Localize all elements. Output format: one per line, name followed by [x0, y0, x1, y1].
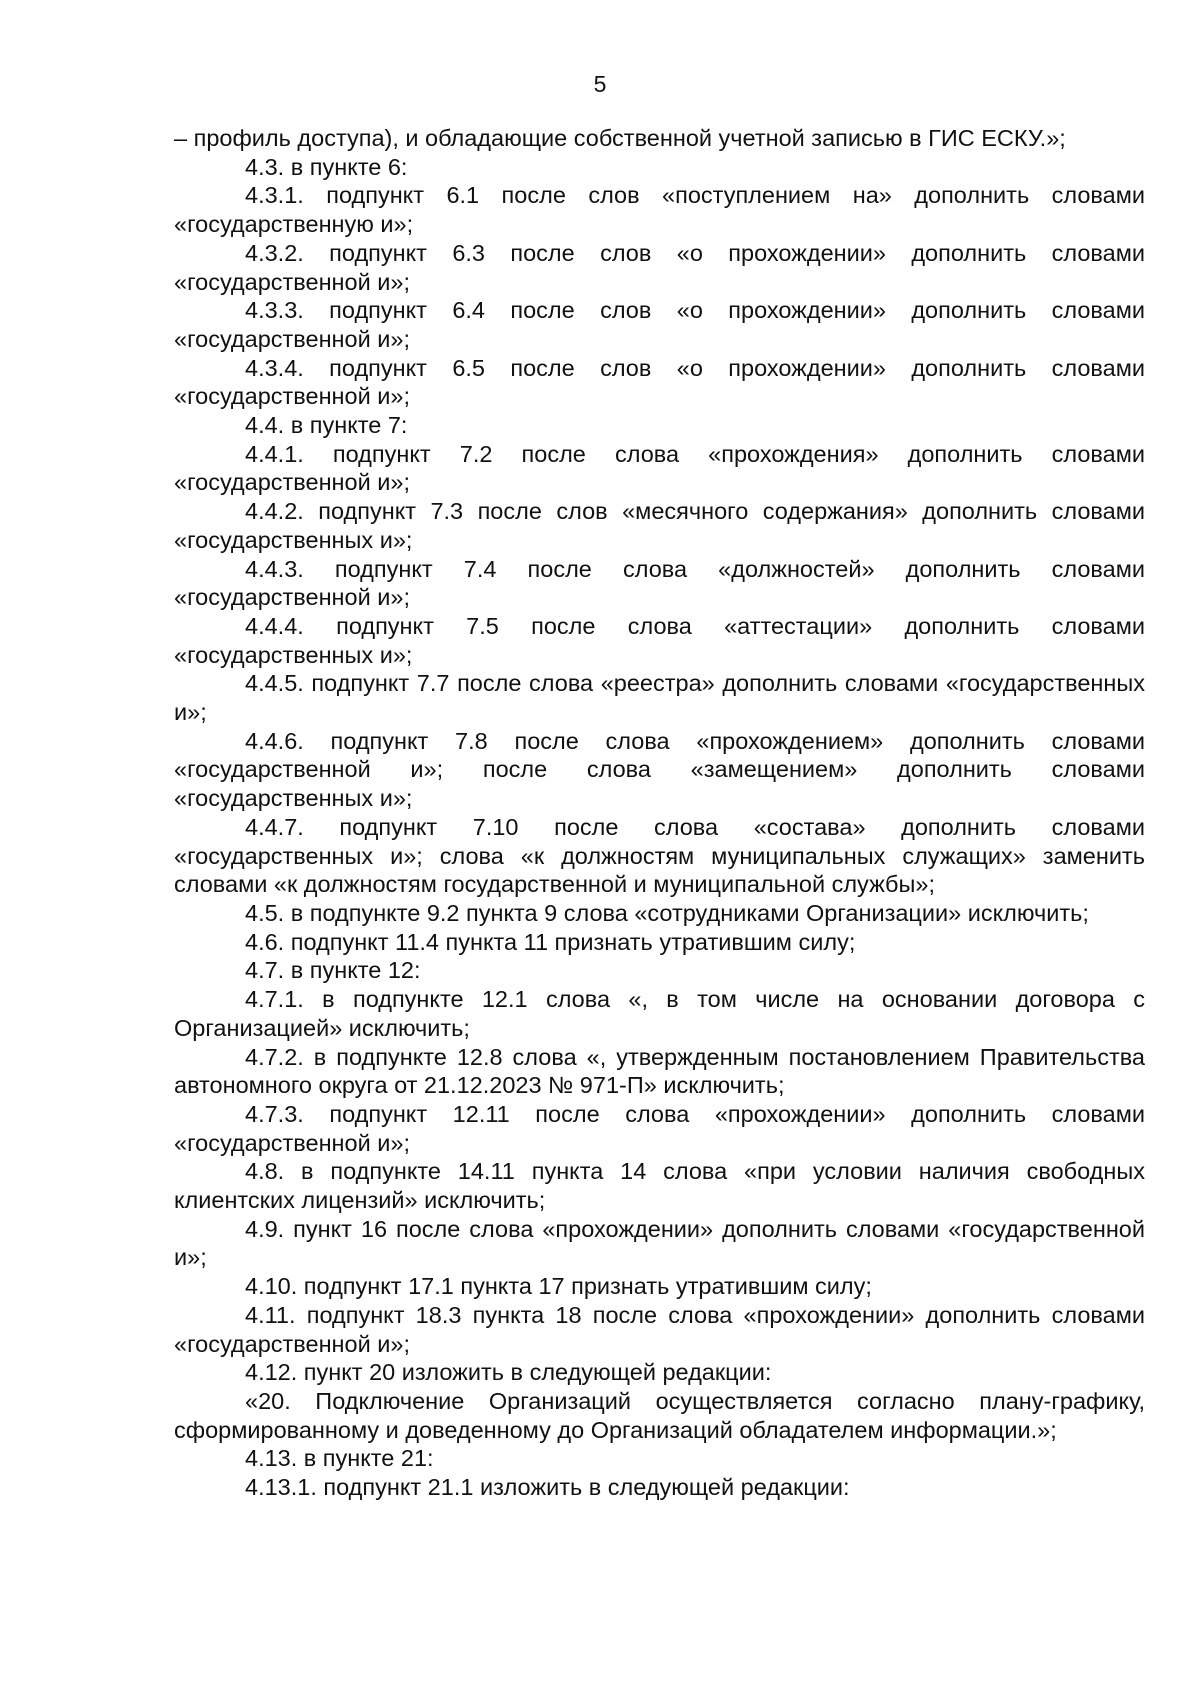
paragraph-4-7-2: 4.7.2. в подпункте 12.8 слова «, утвержденным постановлением Правительства автономного округа от 21.12.2023 № 971-П» исключить;: [174, 1043, 1145, 1099]
paragraph-4-4-7: 4.4.7. подпункт 7.10 после слова «состава» дополнить словами «государственных и»; слова «к должностям муниципальных служащих» заменить словами «к должностям государственной и муниципальной службы»;: [174, 813, 1145, 898]
paragraph-continuation: – профиль доступа), и обладающие собственной учетной записью в ГИС ЕСКУ.»;: [174, 125, 1066, 151]
paragraph-4-3: 4.3. в пункте 6:: [245, 153, 408, 180]
paragraph-4-4-2: 4.4.2. подпункт 7.3 после слов «месячного содержания» дополнить словами «государственных и»;: [174, 498, 1145, 553]
paragraph-4-4-1: 4.4.1. подпункт 7.2 после слова «прохождения» дополнить словами «государственной и»;: [174, 440, 1145, 496]
paragraph-4-13: 4.13. в пункте 21:: [245, 1445, 434, 1472]
page-number: 5: [593, 71, 607, 97]
paragraph-4-10: 4.10. подпункт 17.1 пункта 17 признать утратившим силу;: [245, 1273, 872, 1300]
paragraph-4-6: 4.6. подпункт 11.4 пункта 11 признать утратившим силу;: [245, 928, 856, 955]
paragraph-4-4-3: 4.4.3. подпункт 7.4 после слова «должностей» дополнить словами «государственной и»;: [174, 555, 1145, 611]
paragraph-4-11: 4.11. подпункт 18.3 пункта 18 после слова «прохождении» дополнить словами «государственной и»;: [174, 1301, 1145, 1357]
paragraph-4-13-1: 4.13.1. подпункт 21.1 изложить в следующей редакции:: [245, 1474, 850, 1501]
paragraph-4-9: 4.9. пункт 16 после слова «прохождении» дополнить словами «государственной и»;: [174, 1215, 1145, 1271]
paragraph-4-7-1: 4.7.1. в подпункте 12.1 слова «, в том числе на основании договора с Организацией» исключить;: [174, 986, 1145, 1041]
paragraph-4-3-1: 4.3.1. подпункт 6.1 после слов «поступлением на» дополнить словами «государственную и»;: [174, 182, 1145, 238]
paragraph-4-3-4: 4.3.4. подпункт 6.5 после слов «о прохождении» дополнить словами «государственной и»;: [174, 354, 1145, 410]
paragraph-4-12: 4.12. пункт 20 изложить в следующей редакции:: [245, 1359, 772, 1386]
paragraph-quoted-20: «20. Подключение Организаций осуществляется согласно плану-графику, сформированному и доведенному до Организаций обладателем информации.»;: [174, 1387, 1145, 1443]
paragraph-4-4-4: 4.4.4. подпункт 7.5 после слова «аттестации» дополнить словами «государственных и»;: [174, 612, 1145, 668]
paragraph-4-4-6: 4.4.6. подпункт 7.8 после слова «прохождением» дополнить словами «государственной и»; после слова «замещением» дополнить словами «государственных и»;: [174, 727, 1145, 812]
paragraph-4-5: 4.5. в подпункте 9.2 пункта 9 слова «сотрудниками Организации» исключить;: [245, 899, 1089, 926]
paragraph-4-8: 4.8. в подпункте 14.11 пункта 14 слова «при условии наличия свободных клиентских лицензий» исключить;: [174, 1158, 1145, 1214]
paragraph-4-4-5: 4.4.5. подпункт 7.7 после слова «реестра» дополнить словами «государственных и»;: [174, 670, 1145, 726]
paragraph-4-7: 4.7. в пункте 12:: [245, 957, 421, 984]
document-body: [174, 124, 1145, 1502]
paragraph-4-7-3: 4.7.3. подпункт 12.11 после слова «прохождении» дополнить словами «государственной и»;: [174, 1100, 1145, 1156]
paragraph-4-4: 4.4. в пункте 7:: [245, 412, 408, 439]
paragraph-4-3-2: 4.3.2. подпункт 6.3 после слов «о прохождении» дополнить словами «государственной и»;: [174, 239, 1145, 295]
paragraph-4-3-3: 4.3.3. подпункт 6.4 после слов «о прохождении» дополнить словами «государственной и»;: [174, 297, 1145, 352]
